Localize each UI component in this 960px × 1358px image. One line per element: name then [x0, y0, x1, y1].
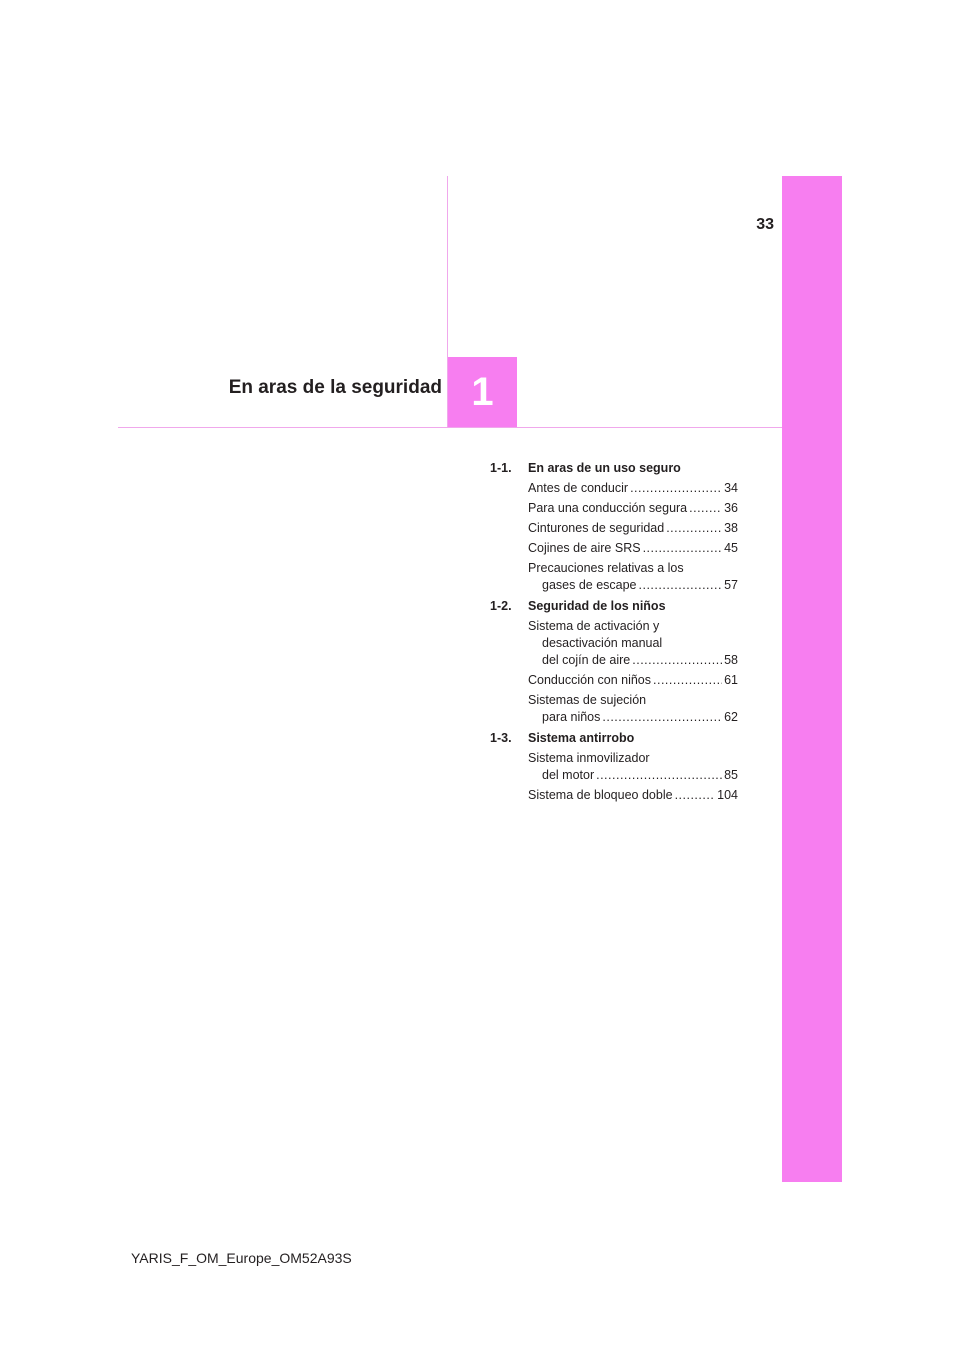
toc-entry[interactable]: [528, 618, 738, 669]
toc-entry-label: Sistemas de sujeción: [528, 693, 647, 707]
toc-entry-page: 45: [724, 541, 738, 555]
toc-entry-label: Sistema de activación y: [528, 619, 660, 633]
table-of-contents: [490, 460, 738, 808]
toc-entry[interactable]: [528, 787, 738, 804]
toc-entry[interactable]: [528, 560, 738, 594]
toc-section: [490, 730, 738, 804]
toc-entry[interactable]: [528, 692, 738, 726]
toc-section: [490, 460, 738, 594]
toc-entry-page: 104: [717, 788, 738, 802]
toc-section-title: En aras de un uso seguro: [528, 461, 681, 475]
toc-entry-page: 34: [724, 481, 738, 495]
toc-section-heading[interactable]: [490, 598, 738, 615]
toc-entry-page: 36: [724, 501, 738, 515]
toc-section-number: 1-1.: [490, 461, 512, 475]
toc-entry-label: Para una conducción segura: [528, 501, 688, 515]
toc-entry-label: gases de escape: [542, 578, 637, 592]
toc-entry-label: Precauciones relativas a los: [528, 561, 684, 575]
document-footer: YARIS_F_OM_Europe_OM52A93S: [131, 1250, 352, 1266]
toc-section: [490, 598, 738, 726]
toc-section-number: 1-2.: [490, 599, 512, 613]
toc-section-title: Sistema antirrobo: [528, 731, 635, 745]
toc-entry[interactable]: [528, 672, 738, 689]
toc-entry-page: 61: [724, 673, 738, 687]
toc-entry-label: Cinturones de seguridad: [528, 521, 665, 535]
toc-entry-label: Cojines de aire SRS: [528, 541, 641, 555]
chapter-number-box: 1: [448, 357, 517, 427]
toc-entry-page: 85: [724, 768, 738, 782]
toc-section-number: 1-3.: [490, 731, 512, 745]
toc-entry-label: del cojín de aire: [542, 653, 631, 667]
toc-entry-label: Antes de conducir: [528, 481, 629, 495]
toc-entry-label: para niños: [542, 710, 601, 724]
toc-entry[interactable]: [528, 520, 738, 537]
toc-entry-label: desactivación manual: [542, 636, 663, 650]
chapter-tab-bar: [782, 176, 842, 1182]
toc-entry[interactable]: [528, 750, 738, 784]
toc-entry-label: Conducción con niños: [528, 673, 651, 687]
toc-section-title: Seguridad de los niños: [528, 599, 666, 613]
chapter-title: En aras de la seguridad: [228, 377, 442, 398]
toc-entry[interactable]: [528, 480, 738, 497]
toc-entry-label: Sistema de bloqueo doble: [528, 788, 673, 802]
toc-entry-page: 57: [724, 578, 738, 592]
toc-section-heading[interactable]: [490, 730, 738, 747]
toc-entry[interactable]: [528, 500, 738, 517]
toc-entry[interactable]: [528, 540, 738, 557]
toc-entry-page: 38: [724, 521, 738, 535]
toc-entry-label: Sistema inmovilizador: [528, 751, 650, 765]
horizontal-divider: [118, 427, 782, 428]
toc-entry-page: 62: [724, 710, 738, 724]
page-number: 33: [756, 216, 774, 233]
toc-entry-label: del motor: [542, 768, 595, 782]
toc-entry-page: 58: [724, 653, 738, 667]
toc-section-heading[interactable]: [490, 460, 738, 477]
